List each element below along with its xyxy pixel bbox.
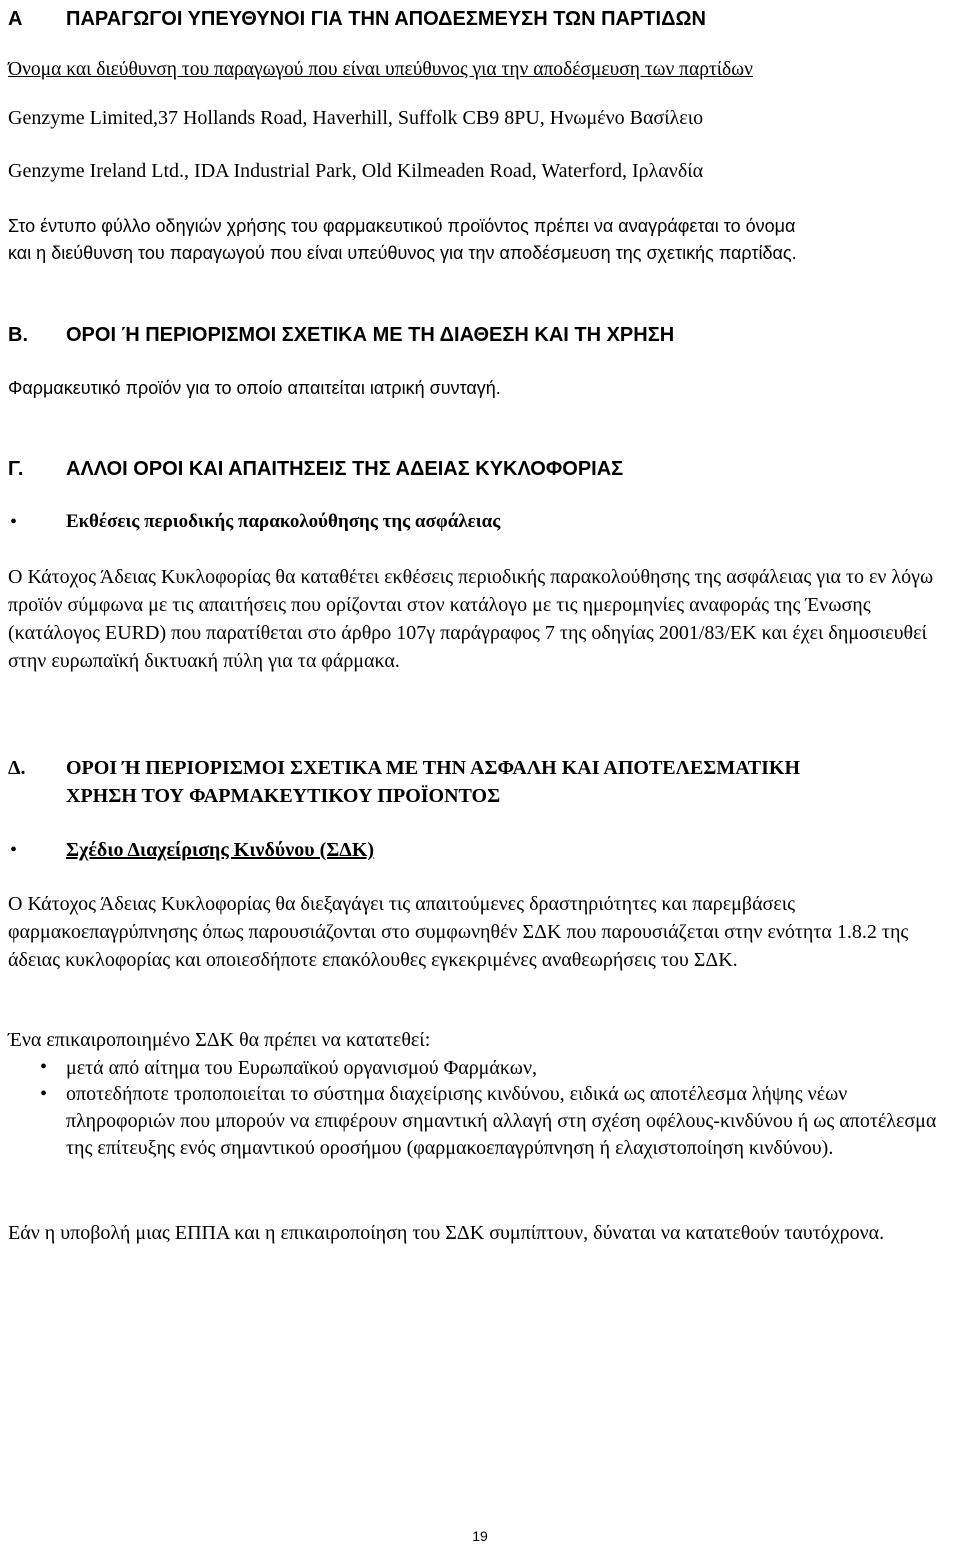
section-c-letter: Γ. bbox=[8, 458, 24, 480]
section-c-title: ΑΛΛΟΙ ΟΡΟΙ ΚΑΙ ΑΠΑΙΤΗΣΕΙΣ ΤΗΣ ΑΔΕΙΑΣ ΚΥΚΛΟΦΟΡΙΑΣ bbox=[66, 458, 624, 480]
prescription-text: Φαρμακευτικό προϊόν για το οποίο απαιτείται ιατρική συνταγή. bbox=[8, 378, 501, 398]
manufacturer-address-2: Genzyme Ireland Ltd., IDA Industrial Park, Old Kilmeaden Road, Waterford, Ιρλανδία bbox=[8, 160, 704, 182]
rmp-list-item-2: οποτεδήποτε τροποποιείται το σύστημα διαχείρισης κινδύνου, ειδικά ως αποτέλεσμα λήψης νέων πληροφοριών που μπορούν να επιφέρουν σημαντική αλλαγή στη σχέση οφέλους-κινδύνου ή ως αποτέλεσμα της επίτευξης ενός σημαντικού οροσήμου (φαρμακοεπαγρύπνηση ή ελαχιστοποίηση κινδύνου). bbox=[66, 1083, 937, 1159]
section-d-title-line-1: ΟΡΟΙ Ή ΠΕΡΙΟΡΙΣΜΟΙ ΣΧΕΤΙΚΑ ΜΕ ΤΗΝ ΑΣΦΑΛΗ ΚΑΙ ΑΠΟΤΕΛΕΣΜΑΤΙΚΗ bbox=[66, 757, 800, 779]
bullet-icon: • bbox=[10, 511, 18, 533]
rmp-list-item-1: μετά από αίτημα του Ευρωπαϊκού οργανισμού Φαρμάκων, bbox=[66, 1057, 537, 1079]
psur-paragraph: Ο Κάτοχος Άδειας Κυκλοφορίας θα καταθέτει εκθέσεις περιοδικής παρακολούθησης της ασφάλειας για το εν λόγω προϊόν σύμφωνα με τις απαιτήσεις που ορίζονται στον κατάλογο με τις ημερομηνίες αναφοράς της Ένωσης (κατάλογος EURD) που παρατίθεται στο άρθρο 107γ παράγραφος 7 της οδηγίας 2001/83/ΕΚ και έχει δημοσιευθεί στην ευρωπαϊκή δικτυακή πύλη για τα φάρμακα. bbox=[8, 566, 934, 672]
psur-heading: Εκθέσεις περιοδικής παρακολούθησης της ασφάλειας bbox=[66, 511, 501, 532]
bullet-icon: • bbox=[40, 1056, 48, 1078]
rmp-heading: Σχέδιο Διαχείρισης Κινδύνου (ΣΔΚ) bbox=[66, 839, 375, 861]
section-a-letter: A bbox=[8, 8, 23, 30]
rmp-paragraph: Ο Κάτοχος Άδειας Κυκλοφορίας θα διεξαγάγει τις απαιτούμενες δραστηριότητες και παρεμβάσεις φαρμακοεπαγρύπνησης όπως παρουσιάζονται στο συμφωνηθέν ΣΔΚ που παρουσιάζεται στην ενότητα 1.8.2 της άδειας κυκλοφορίας και οποιεσδήποτε επακόλουθες εγκεκριμένες αναθεωρήσεις του ΣΔΚ. bbox=[8, 893, 909, 971]
section-a-title: ΠΑΡΑΓΩΓΟΙ ΥΠΕΥΘΥΝΟΙ ΓΙΑ ΤΗΝ ΑΠΟΔΕΣΜΕΥΣΗ ΤΩΝ ΠΑΡΤΙΔΩΝ bbox=[66, 8, 706, 30]
rmp-update-intro: Ένα επικαιροποιημένο ΣΔΚ θα πρέπει να κατατεθεί: bbox=[8, 1029, 431, 1051]
bullet-icon: • bbox=[10, 839, 18, 861]
section-b-letter: B. bbox=[8, 324, 28, 346]
manufacturer-address-1: Genzyme Limited,37 Hollands Road, Haverhill, Suffolk CB9 8PU, Ηνωμένο Βασίλειο bbox=[8, 107, 704, 129]
rmp-closing: Εάν η υποβολή μιας ΕΠΠΑ και η επικαιροποίηση του ΣΔΚ συμπίπτουν, δύναται να κατατεθούν ταυτόχρονα. bbox=[8, 1222, 885, 1244]
page-number: 19 bbox=[472, 1528, 488, 1544]
leaflet-note-line-1: Στο έντυπο φύλλο οδηγιών χρήσης του φαρμακευτικού προϊόντος πρέπει να αναγράφεται το όνομα bbox=[8, 216, 796, 236]
section-d-letter: Δ. bbox=[8, 757, 26, 779]
manufacturer-subtitle: Όνομα και διεύθυνση του παραγωγού που είναι υπεύθυνος για την αποδέσμευση των παρτίδων bbox=[8, 59, 753, 80]
leaflet-note-line-2: και η διεύθυνση του παραγωγού που είναι υπεύθυνος για την αποδέσμευση της σχετικής παρτίδας. bbox=[8, 243, 797, 263]
section-d-title-line-2: ΧΡΗΣΗ ΤΟΥ ΦΑΡΜΑΚΕΥΤΙΚΟΥ ΠΡΟΪΟΝΤΟΣ bbox=[66, 785, 501, 807]
bullet-icon: • bbox=[40, 1083, 48, 1105]
section-b-title: ΟΡΟΙ Ή ΠΕΡΙΟΡΙΣΜΟΙ ΣΧΕΤΙΚΑ ΜΕ ΤΗ ΔΙΑΘΕΣΗ ΚΑΙ ΤΗ ΧΡΗΣΗ bbox=[66, 324, 675, 346]
